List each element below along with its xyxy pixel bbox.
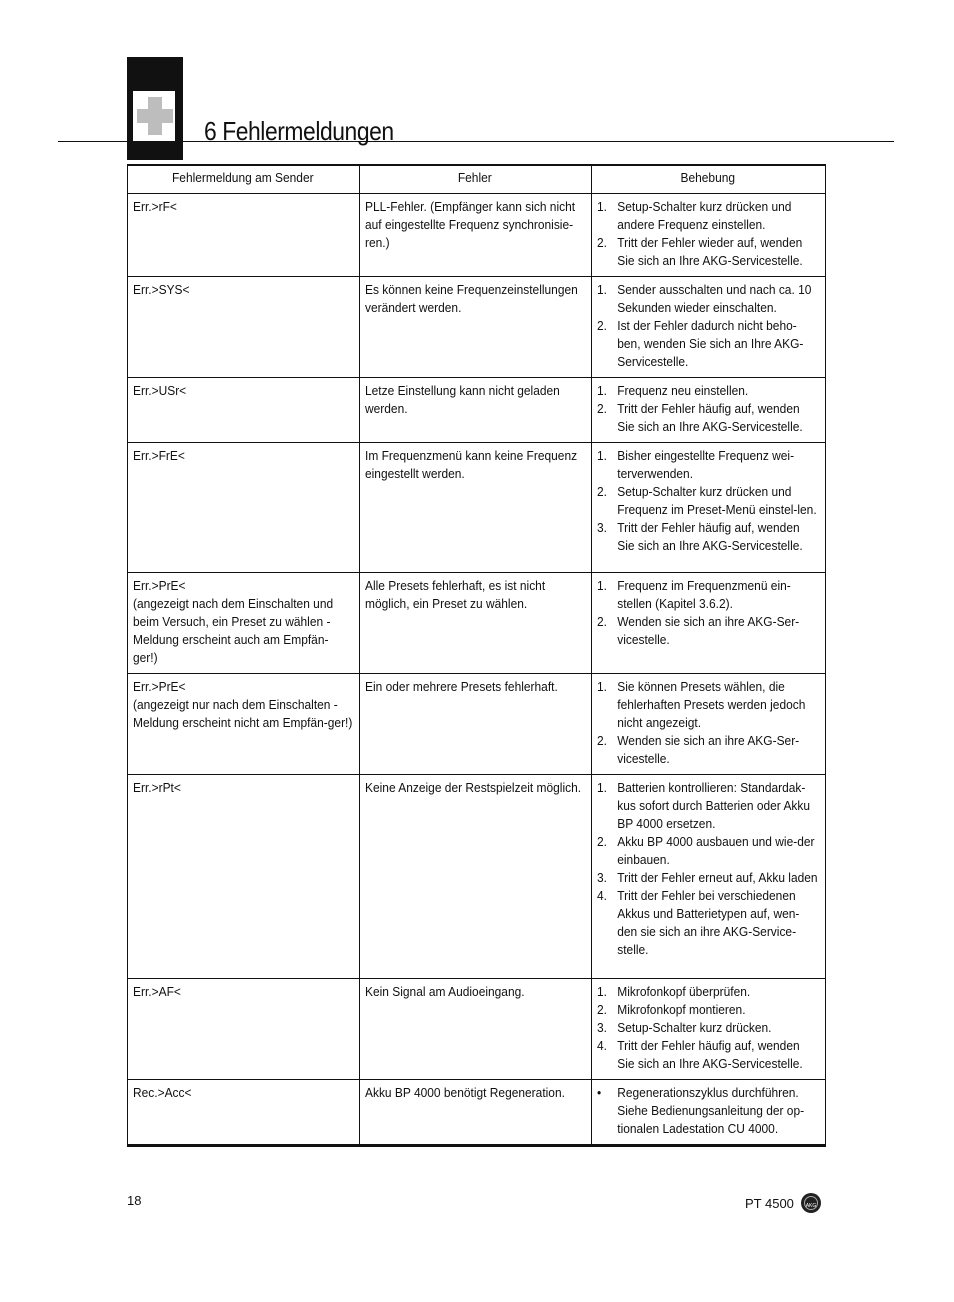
- fix-cell: [592, 775, 826, 979]
- page-title: 6 Fehlermeldungen: [204, 116, 394, 146]
- step-marker: 2.: [597, 484, 607, 499]
- fault-text: Ein oder mehrere Presets fehlerhaft.: [365, 679, 558, 694]
- fault-cell: [360, 277, 592, 378]
- step-marker: 4.: [597, 1038, 607, 1053]
- step-text: Sender ausschalten und nach ca. 10 Sekunden wieder einschalten.: [617, 282, 812, 315]
- error-code-cell: [128, 277, 360, 378]
- akg-logo-icon: AKG: [801, 1193, 821, 1213]
- error-code: Err.>AF<: [133, 984, 181, 999]
- fault-cell: [360, 979, 592, 1080]
- step-marker: 1.: [597, 984, 607, 999]
- fix-cell: [592, 573, 826, 674]
- fix-cell: [592, 443, 826, 573]
- step-text: Setup-Schalter kurz drücken und andere Frequenz einstellen.: [617, 199, 792, 232]
- table-row: [128, 378, 826, 443]
- fix-steps: [597, 779, 819, 959]
- error-code-cell: [128, 443, 360, 573]
- fix-step: [597, 732, 819, 768]
- step-text: Mikrofonkopf montieren.: [617, 1002, 746, 1017]
- step-text: Batterien kontrollieren: Standardak-kus sofort durch Batterien oder Akku BP 4000 ersetzen.: [617, 780, 811, 831]
- fix-step: [597, 234, 819, 270]
- fix-cell: [592, 674, 826, 775]
- error-code-cell: [128, 674, 360, 775]
- step-marker: 1.: [597, 780, 607, 795]
- error-code-cell: [128, 979, 360, 1080]
- table-row: [128, 277, 826, 378]
- table-row: [128, 443, 826, 573]
- fix-steps: [597, 447, 819, 555]
- fault-text: Es können keine Frequenzeinstellungen verändert werden.: [365, 282, 578, 315]
- fix-step: [597, 1084, 819, 1138]
- fix-steps: [597, 382, 819, 436]
- error-code: Rec.>Acc<: [133, 1085, 192, 1100]
- error-code-note: (angezeigt nur nach dem Einschalten - Meldung erscheint nicht am Empfän-ger!): [133, 697, 353, 730]
- fix-step: [597, 400, 819, 436]
- fix-cell: [592, 378, 826, 443]
- step-text: Bisher eingestellte Frequenz wei-terverwenden.: [617, 448, 795, 481]
- fix-step: [597, 198, 819, 234]
- error-code-cell: [128, 194, 360, 277]
- fix-step: [597, 577, 819, 613]
- fix-steps: [597, 577, 819, 649]
- step-text: Tritt der Fehler erneut auf, Akku laden: [617, 870, 818, 885]
- step-text: Tritt der Fehler bei verschiedenen Akkus und Batterietypen auf, wen-den sie sich an ihre AKG-Service-stelle.: [617, 888, 800, 957]
- table-row: [128, 573, 826, 674]
- step-marker: 1.: [597, 578, 607, 593]
- step-marker: 2.: [597, 834, 607, 849]
- step-text: Sie können Presets wählen, die fehlerhaften Presets werden jedoch nicht angezeigt.: [617, 679, 806, 730]
- fix-step: [597, 382, 819, 400]
- step-text: Frequenz im Frequenzmenü ein-stellen (Kapitel 3.6.2).: [617, 578, 791, 611]
- error-table: [127, 164, 826, 1147]
- model-name: PT 4500: [745, 1196, 794, 1211]
- error-code: Err.>SYS<: [133, 282, 190, 297]
- table-row: [128, 979, 826, 1080]
- error-code-cell: [128, 1080, 360, 1146]
- error-code-note: (angezeigt nach dem Einschalten und beim Versuch, ein Preset zu wählen - Meldung erscheint auch am Empfän-ger!): [133, 596, 334, 665]
- step-marker: 2.: [597, 614, 607, 629]
- step-text: Setup-Schalter kurz drücken.: [617, 1020, 772, 1035]
- fix-step: [597, 887, 819, 959]
- fix-steps: [597, 1084, 819, 1138]
- fault-cell: [360, 378, 592, 443]
- error-code: Err.>rPt<: [133, 780, 181, 795]
- first-aid-cross-icon: [133, 91, 175, 142]
- step-marker: 1.: [597, 199, 607, 214]
- error-code-cell: [128, 378, 360, 443]
- step-marker: 2.: [597, 401, 607, 416]
- fix-cell: [592, 277, 826, 378]
- fix-step: [597, 447, 819, 483]
- column-header-fault: Fehler: [360, 165, 592, 194]
- error-code: Err.>PrE<: [133, 578, 186, 593]
- step-marker: 3.: [597, 520, 607, 535]
- fix-steps: [597, 281, 819, 371]
- step-marker: 1.: [597, 679, 607, 694]
- fault-text: Letze Einstellung kann nicht geladen werden.: [365, 383, 560, 416]
- fault-text: Akku BP 4000 benötigt Regeneration.: [365, 1085, 565, 1100]
- fix-step: [597, 483, 819, 519]
- step-marker: 1.: [597, 282, 607, 297]
- fix-steps: [597, 983, 819, 1073]
- fix-step: [597, 519, 819, 555]
- fault-cell: [360, 775, 592, 979]
- table-row: [128, 674, 826, 775]
- fault-cell: [360, 1080, 592, 1146]
- column-header-message: Fehlermeldung am Sender: [128, 165, 360, 194]
- fault-cell: [360, 194, 592, 277]
- fix-step: [597, 869, 819, 887]
- step-text: Regenerationszyklus durchführen. Siehe Bedienungsanleitung der op-tionalen Ladestation CU 4000.: [617, 1085, 805, 1136]
- fault-text: Kein Signal am Audioeingang.: [365, 984, 525, 999]
- fault-text: Im Frequenzmenü kann keine Frequenz eingestellt werden.: [365, 448, 578, 481]
- fix-step: [597, 779, 819, 833]
- fault-text: PLL-Fehler. (Empfänger kann sich nicht auf eingestellte Frequenz synchronisie-ren.): [365, 199, 576, 250]
- step-text: Setup-Schalter kurz drücken und Frequenz im Preset-Menü einstel-len.: [617, 484, 817, 517]
- step-text: Wenden sie sich an ihre AKG-Ser-vicestelle.: [617, 733, 800, 766]
- fix-step: [597, 613, 819, 649]
- fix-step: [597, 678, 819, 732]
- error-code: Err.>rF<: [133, 199, 177, 214]
- fix-step: [597, 1037, 819, 1073]
- fix-cell: [592, 979, 826, 1080]
- step-marker: 2.: [597, 1002, 607, 1017]
- step-text: Wenden sie sich an ihre AKG-Ser-vicestelle.: [617, 614, 800, 647]
- chapter-tab: [127, 57, 183, 160]
- error-code-cell: [128, 775, 360, 979]
- column-header-fix: Behebung: [592, 165, 826, 194]
- error-code: Err.>PrE<: [133, 679, 186, 694]
- fix-step: [597, 1001, 819, 1019]
- header-rule: [58, 141, 894, 142]
- fix-steps: [597, 678, 819, 768]
- step-marker: 2.: [597, 235, 607, 250]
- fault-cell: [360, 674, 592, 775]
- fix-cell: [592, 1080, 826, 1146]
- step-marker: 3.: [597, 870, 607, 885]
- step-text: Tritt der Fehler häufig auf, wenden Sie sich an Ihre AKG-Servicestelle.: [617, 1038, 803, 1071]
- fault-text: Keine Anzeige der Restspielzeit möglich.: [365, 780, 582, 795]
- step-text: Mikrofonkopf überprüfen.: [617, 984, 751, 999]
- fault-cell: [360, 443, 592, 573]
- step-text: Akku BP 4000 ausbauen und wie-der einbauen.: [617, 834, 815, 867]
- error-code-cell: [128, 573, 360, 674]
- step-marker: 1.: [597, 383, 607, 398]
- step-marker: 4.: [597, 888, 607, 903]
- fix-step: [597, 317, 819, 371]
- fix-step: [597, 983, 819, 1001]
- fix-step: [597, 1019, 819, 1037]
- step-marker: 3.: [597, 1020, 607, 1035]
- table-header-row: [128, 165, 826, 194]
- table-row: [128, 775, 826, 979]
- fault-text: Alle Presets fehlerhaft, es ist nicht möglich, ein Preset zu wählen.: [365, 578, 546, 611]
- fix-step: [597, 281, 819, 317]
- step-marker: 2.: [597, 318, 607, 333]
- fix-cell: [592, 194, 826, 277]
- page-number: 18: [127, 1193, 142, 1208]
- error-code: Err.>FrE<: [133, 448, 185, 463]
- step-marker: •: [597, 1085, 602, 1100]
- step-text: Tritt der Fehler wieder auf, wenden Sie sich an Ihre AKG-Servicestelle.: [617, 235, 803, 268]
- fix-steps: [597, 198, 819, 270]
- step-marker: 2.: [597, 733, 607, 748]
- fix-step: [597, 833, 819, 869]
- step-text: Tritt der Fehler häufig auf, wenden Sie sich an Ihre AKG-Servicestelle.: [617, 520, 803, 553]
- step-text: Frequenz neu einstellen.: [617, 383, 749, 398]
- step-text: Tritt der Fehler häufig auf, wenden Sie sich an Ihre AKG-Servicestelle.: [617, 401, 803, 434]
- error-code: Err.>USr<: [133, 383, 187, 398]
- step-text: Ist der Fehler dadurch nicht beho-ben, wenden Sie sich an Ihre AKG-Servicestelle.: [617, 318, 804, 369]
- table-row: [128, 1080, 826, 1146]
- table-row: [128, 194, 826, 277]
- step-marker: 1.: [597, 448, 607, 463]
- fault-cell: [360, 573, 592, 674]
